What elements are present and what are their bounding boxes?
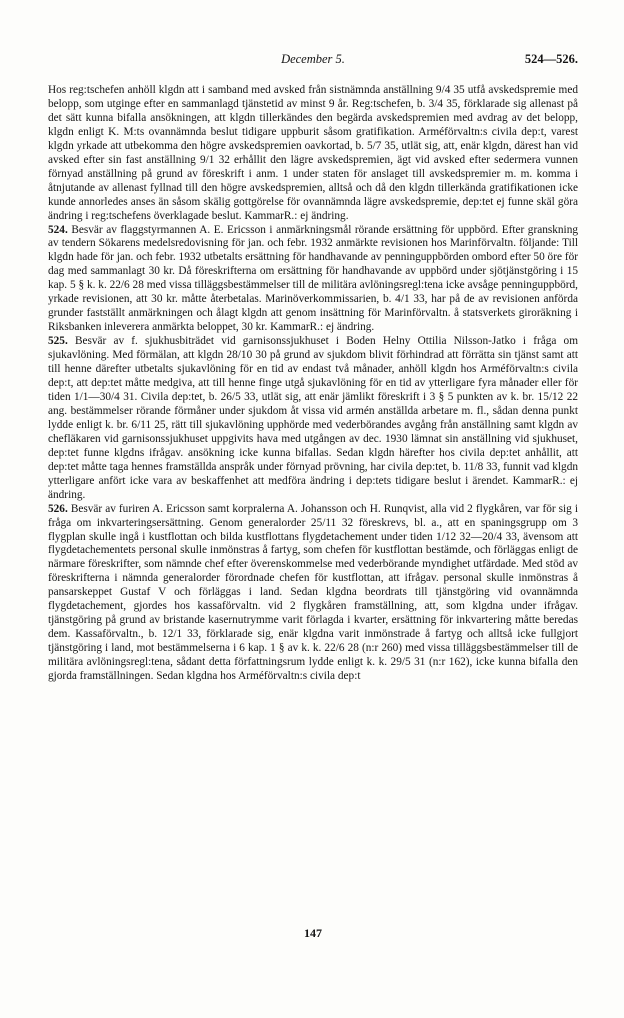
page-header	[48, 52, 578, 70]
entry-524	[48, 224, 578, 336]
paragraph-continued	[48, 84, 578, 224]
paragraph-text: Hos reg:tschefen anhöll klgdn att i samband med avsked från sistnämnda anställning 9/4 35 utfå avskedspremie med belopp, som utginge efter en sammanlagd tjänstetid av minst 9 år. Reg:tschefen, b. 3/4 35, förklarade sig allenast på det sätt kunna bifalla ansökningen, att klgdn tillerkändes den begärda avskedspremien med avdrag av det belopp, klgdn enligt K. M:ts ovannämnda beslut tidigare uppburit såsom gratifikation. Arméförvaltn:s civila dep:t, varest klgdn yrkade att utbekomma den högre avskedspremien oavkortad, b. 5/7 35, utlät sig, att, enär klgdn, därest han vid avsked efter sin fast anställning 9/1 32 erhållit den lägre avskedspremien, ägt vid avsked efter sedermera vunnen förnyad anställning på grund av föreskrift i anm. 1 under staten för anslaget till avskedspremier m. m. komma i åtnjutande av allenast fyllnad till den högre avskedspremien, alltså och då den klgdn tillerkända gratifikationen icke kunde annorledes anses än såsom skälig gottgörelse för ovannämnda lägre avskedspremie, dep:tet ej funne skäl göra ändring i reg:tschefens överklagade beslut. KammarR.: ej ändring.	[48, 84, 578, 222]
entry-number: 524.	[48, 223, 68, 236]
header-date: December 5.	[281, 52, 345, 66]
paragraph-text: Besvär av flaggstyrmannen A. E. Ericsson i anmärkningsmål rörande ersättning för uppbörd. Efter granskning av tendern Sökarens medelsredovisning för jan. och febr. 1932 anmärkte revisionen hos Marinförvaltn. följande: Till klgdn hade för jan. och febr. 1932 utbetalts ersättning för handhavande av penninguppbörden ombord efter 50 öre för dag med sammanlagt 30 kr. Då föreskrifterna om ersättning för handhavande av uppbörd under sjötjänstgöring i 15 kap. 5 § k. k. 22/6 28 med vissa tilläggsbestämmelser till de militära avlöningsregl:tena icke avsåge penninguppbörd, yrkade revisionen, att 30 kr. måtte återbetalas. Marinöverkommissarien, b. 4/1 33, har på de av revisionen anförda grunder fastställt anmärkningen och ålagt klgdn att genom insättning för Marinförvaltn. å statsverkets giroräkning i Riksbanken inleverera anmärkta beloppet, 30 kr. KammarR.: ej ändring.	[48, 223, 578, 334]
header-entry-range: 524—526.	[524, 52, 578, 66]
page-number: 147	[304, 926, 322, 940]
page-body	[48, 84, 578, 924]
paragraph-text: Besvär av f. sjukhusbiträdet vid garnisonssjukhuset i Boden Helny Ottilia Nilsson-Jatko i fråga om sjukavlöning. Med förmälan, att klgdn 28/10 30 på grund av sjukdom blivit förhindrad att förrätta sin tjänst samt att till henne därefter utbetalts sjukavlöning för en tid av endast två månader, anhöll klgdn hos Arméförvaltn:s civila dep:t, att dep:tet måtte medgiva, att till henne finge utgå sjukavlöning för en tid av ytterligare fyra månader eller för tiden 1/1—30/4 31. Civila dep:tet, b. 26/5 33, utlät sig, att enär jämlikt föreskrift i 3 § 5 punkten av k. br. 15/12 22 ang. bestämmelser rörande förmåner under sjukdom åt vissa vid armén anställda arbetare m. fl., sådan denna punkt lydde enligt k. br. 6/11 25, rätt till sjukavlöning upphörde med vederbörandes avgång från anställning samt klgdn av chefläkaren vid garnisonssjukhuset uppgivits hava med utgången av dec. 1930 lämnat sin anställning vid sjukhuset, dep:tet funne klgdns ifrågav. ansökning icke kunna bifallas. Sedan klgdn härefter hos civila dep:tet anhållit, att dep:tet måtte taga hennes framställda anspråk under förnyad prövning, har civila dep:tet, b. 11/8 33, funnit vad klgdn ytterligare anfört icke vara av beskaffenhet att medföra ändring i dep:tets tidigare beslut i ärendet. KammarR.: ej ändring.	[48, 335, 578, 501]
entry-number: 526.	[48, 502, 68, 515]
entry-number: 525.	[48, 335, 68, 348]
entry-525	[48, 335, 578, 502]
paragraph-text: Besvär av furiren A. Ericsson samt korpralerna A. Johansson och H. Runqvist, alla vid 2 flygkåren, var för sig i fråga om inkvarteringsersättning. Genom generalorder 25/11 32 föreskrevs, bl. a., att en spaningsgrupp om 3 flygplan skulle ingå i kustflottan och bilda kustflottans flygdetachement under tiden 1/12 32—20/4 33, ävensom att flygdetachementets personal skulle inmönstras å fartyg, som chefen för kustflottan bestämde, och förläggas enligt de närmare föreskrifter, som nämnde chef efter överenskommelse med vederbörande myndighet utfärdade. Med stöd av föreskrifterna i nämnda generalorder förordnade chefen för kustflottan, att ifrågav. personal skulle inmönstras å pansarskeppet Gustaf V och förläggas i land. Sedan klgdna beordrats till tjänstgöring vid ovannämnda flygdetachement, gjordes hos kassaförvaltn. vid 2 flygkåren framställning, att, som klgdna under ifrågav. tjänstgöring på grund av bristande kasernutrymme varit förlagda i kvarter, ersättning för inkvartering måtte beredas dem. Kassaförvaltn., b. 12/1 33, förklarade sig, enär klgdna varit inmönstrade å fartyg och alltså icke fullgjort tjänstgöring i land, mot bestämmelserna i 6 kap. 1 § av k. k. 22/6 28 (n:r 260) med vissa tilläggsbestämmelser till de militära avlöningsregl:tena, sådant detta författningsrum lydde enligt k. k. 29/5 31 (n:r 162), icke kunna bifalla den gjorda framställningen. Sedan klgdna hos Arméförvaltn:s civila dep:t	[48, 502, 578, 683]
entry-526	[48, 503, 578, 684]
